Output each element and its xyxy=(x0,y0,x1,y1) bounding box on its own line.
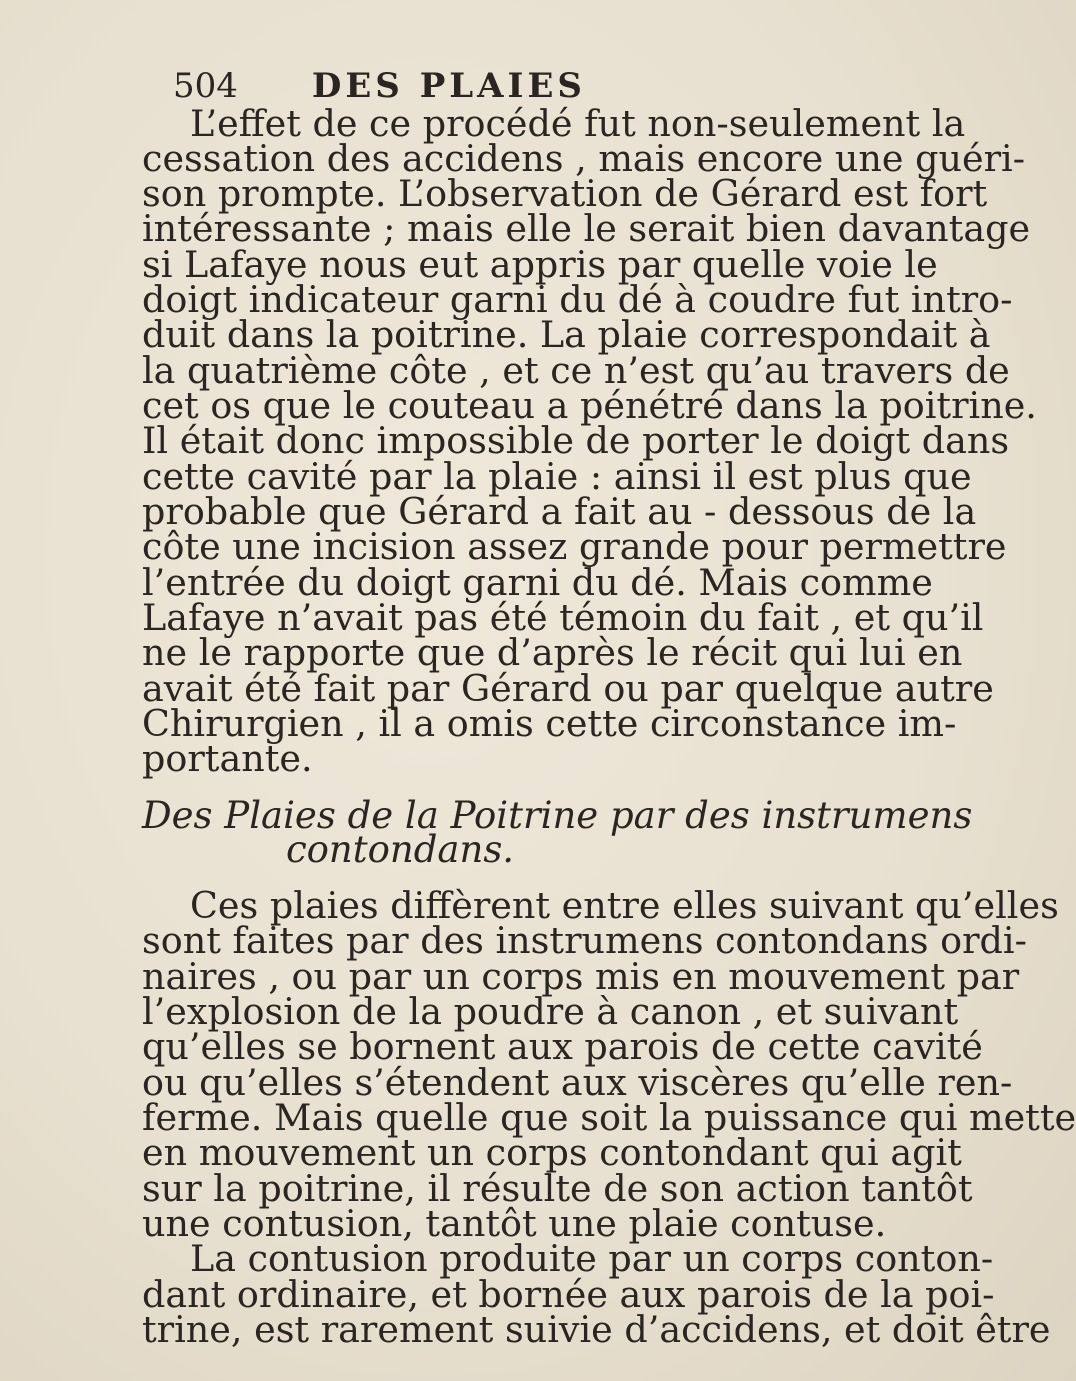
text-line: qu’elles se bornent aux parois de cette cavité xyxy=(142,1025,983,1069)
text-line: Lafaye n’avait pas été témoin du fait , et qu’il xyxy=(142,595,984,639)
text-line: La contusion produite par un corps conton- xyxy=(190,1237,994,1281)
text-line: cette cavité par la plaie : ainsi il est plus que xyxy=(142,454,972,498)
text-line: une contusion, tantôt une plaie contuse. xyxy=(142,1201,887,1245)
running-title: DES PLAIES xyxy=(311,66,586,106)
section-heading-line-1: Des Plaies de la Poitrine par des instrumens xyxy=(142,793,973,837)
page-number: 504 xyxy=(173,66,238,106)
text-line: portante. xyxy=(142,737,313,781)
text-line: côte une incision assez grande pour permettre xyxy=(142,525,1007,569)
text-line: sont faites par des instrumens contondans ordi- xyxy=(142,919,1027,963)
text-line: en mouvement un corps contondant qui agit xyxy=(142,1131,962,1175)
text-line: si Lafaye nous eut appris par quelle voie le xyxy=(142,242,938,286)
text-line: probable que Gérard a fait au - dessous de la xyxy=(142,489,977,533)
text-line: l’entrée du doigt garni du dé. Mais comme xyxy=(142,560,933,604)
text-line: naires , ou par un corps mis en mouvement par xyxy=(142,954,1020,998)
text-line: doigt indicateur garni du dé à coudre fut intro- xyxy=(142,277,1013,321)
text-line: avait été fait par Gérard ou par quelque autre xyxy=(142,666,994,710)
text-line: ferme. Mais quelle que soit la puissance qui mette xyxy=(142,1095,1076,1139)
text-line: cessation des accidens , mais encore une guéri- xyxy=(142,136,1026,180)
text-line: Il était donc impossible de porter le doigt dans xyxy=(142,419,1010,463)
text-line: Chirurgien , il a omis cette circonstance im- xyxy=(142,701,957,745)
text-line: la quatrième côte , et ce n’est qu’au travers de xyxy=(142,348,1010,392)
text-line: trine, est rarement suivie d’accidens, et doit être xyxy=(142,1308,1051,1351)
text-line: L’effet de ce procédé fut non-seulement la xyxy=(190,102,966,145)
section-heading-line-2: contondans. xyxy=(285,828,515,872)
text-line: intéressante ; mais elle le serait bien davantage xyxy=(142,207,1031,251)
text-line: l’explosion de la poudre à canon , et suivant xyxy=(142,989,959,1033)
text-line: ne le rapporte que d’après le récit qui lui en xyxy=(142,631,963,675)
text-line: Ces plaies diffèrent entre elles suivant qu’elles xyxy=(190,883,1059,927)
text-line: cet os que le couteau a pénétré dans la poitrine. xyxy=(142,383,1037,427)
text-line: sur la poitrine, il résulte de son action tantôt xyxy=(142,1166,973,1210)
text-line: duit dans la poitrine. La plaie correspondait à xyxy=(142,313,991,357)
text-line: son prompte. L’observation de Gérard est fort xyxy=(142,171,988,215)
text-line: ou qu’elles s’étendent aux viscères qu’elle ren- xyxy=(142,1060,1013,1104)
text-line: dant ordinaire, et bornée aux parois de la poi- xyxy=(142,1272,995,1316)
